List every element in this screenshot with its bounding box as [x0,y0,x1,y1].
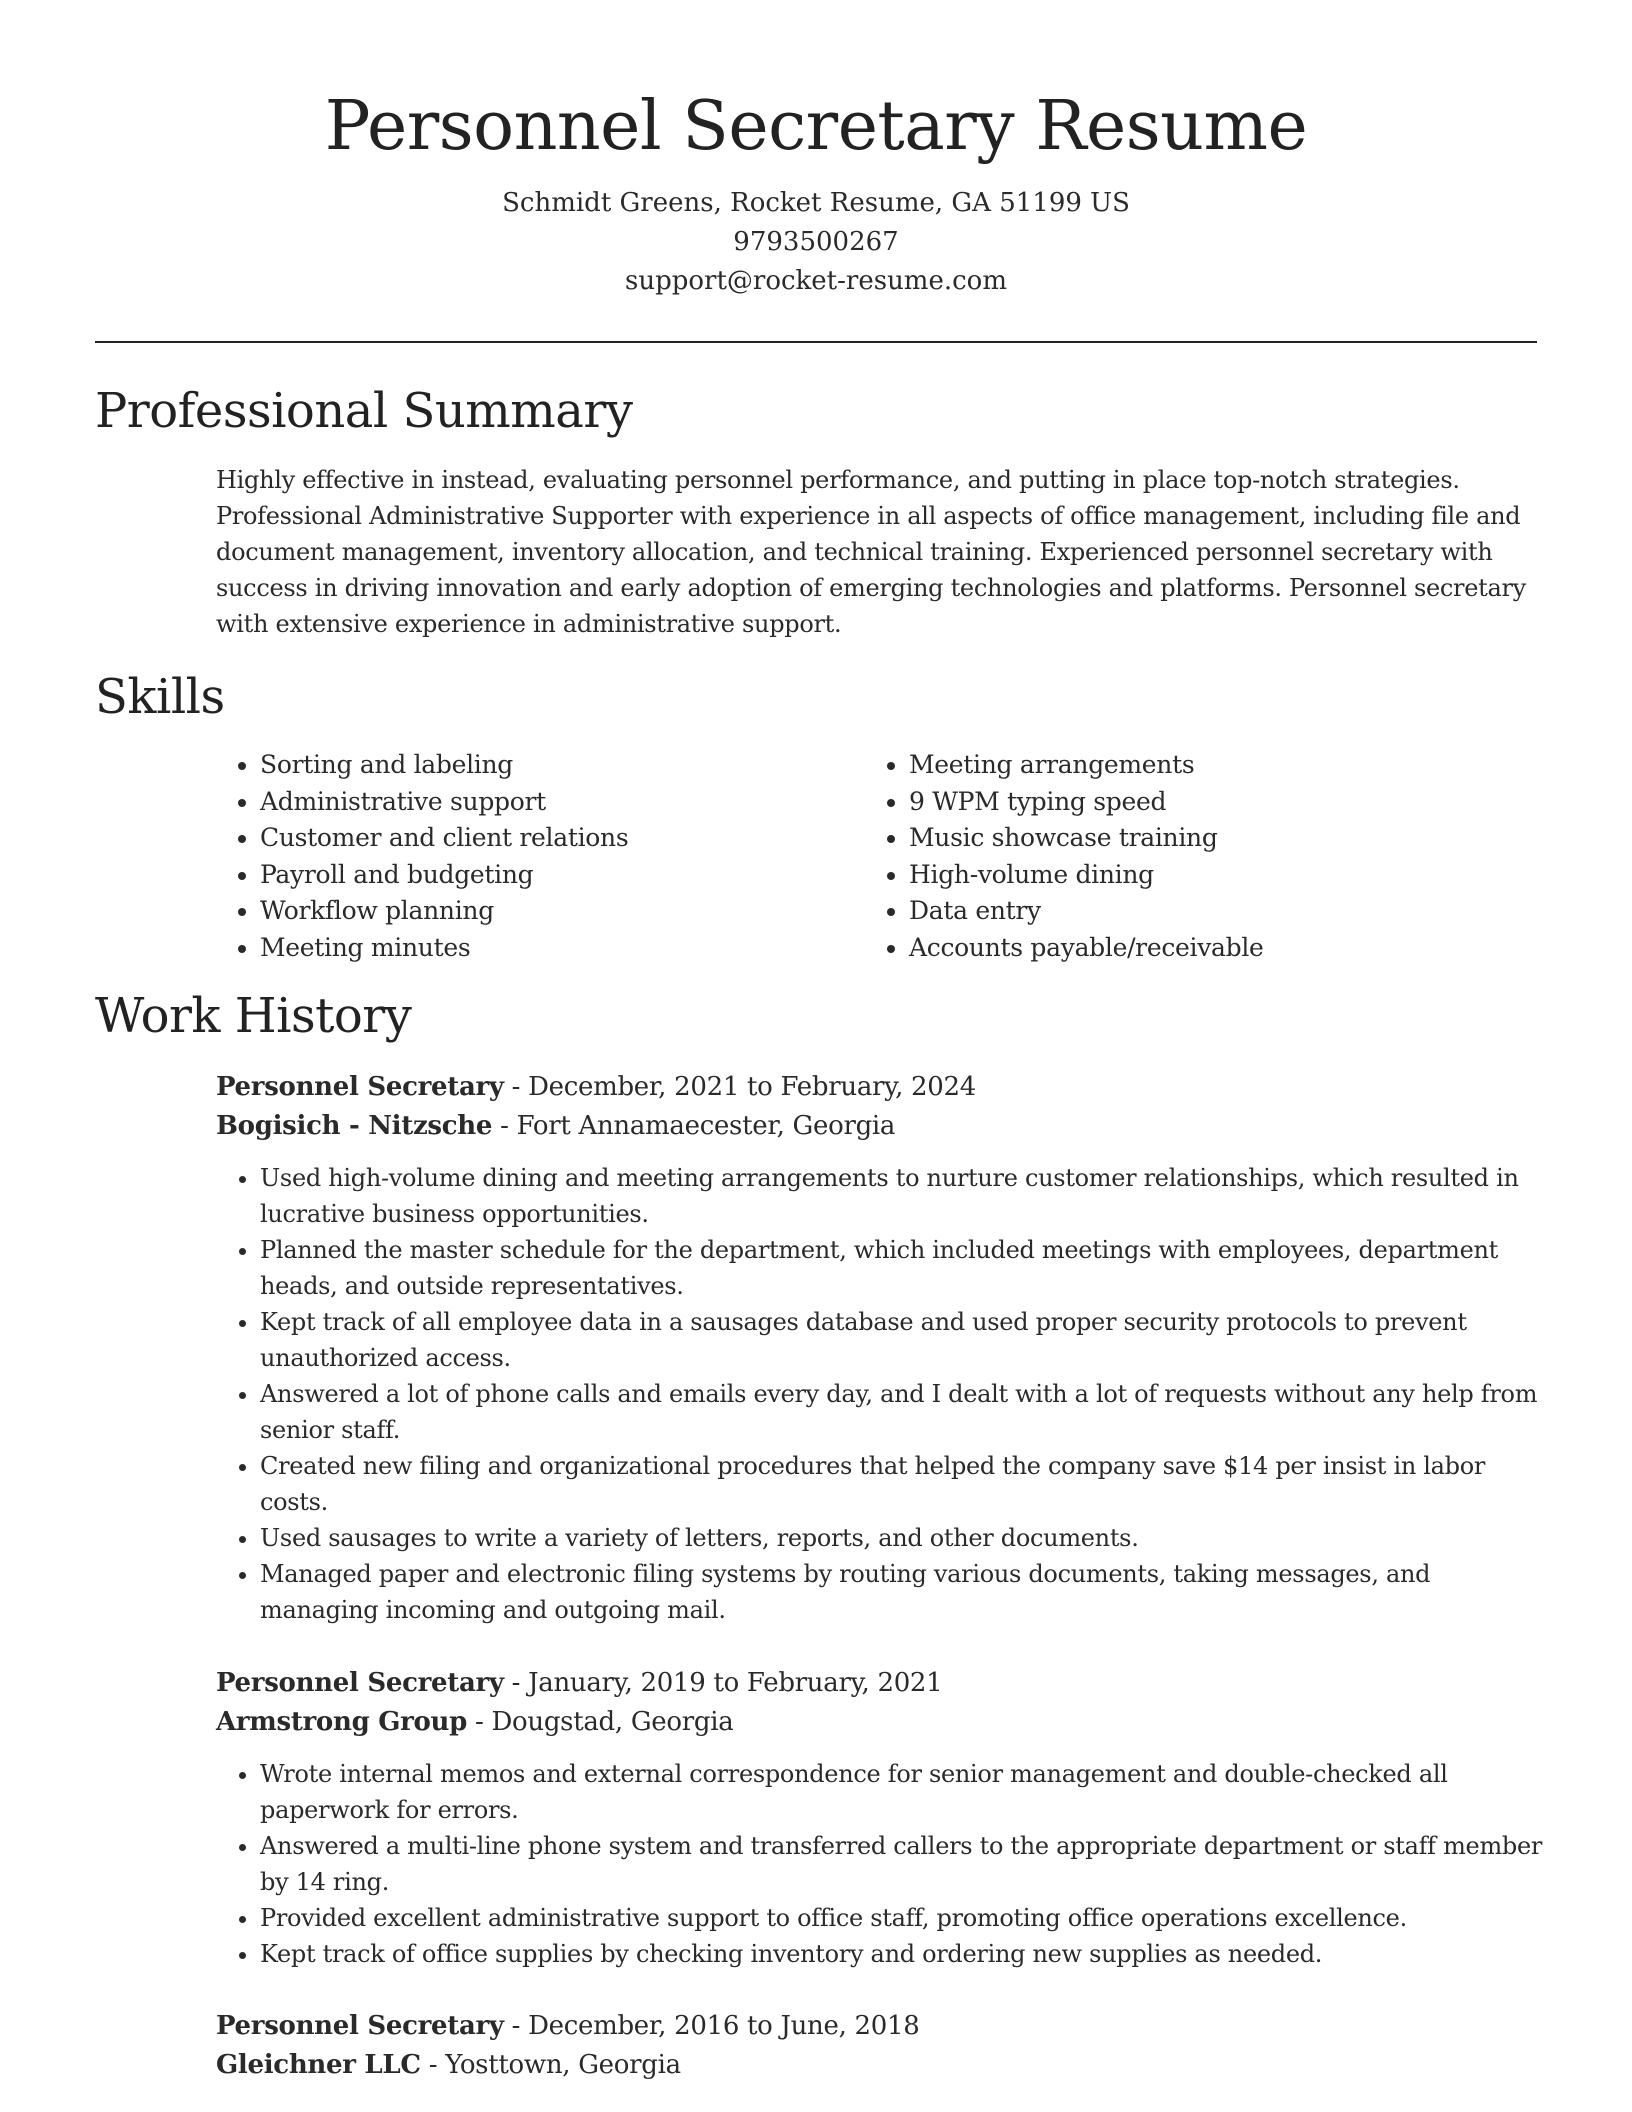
job-role: Personnel Secretary [216,2011,504,2041]
skill-item: • Meeting minutes [260,930,865,967]
skill-item: • Music showcase training [909,820,1514,857]
job-bullets [216,1756,1546,1972]
job-bullet: • Used high-volume dining and meeting arrangements to nurture customer relationships, which resulted in lucrative business opportunities. [260,1160,1546,1232]
header-divider [95,341,1537,343]
skill-item: • Meeting arrangements [909,747,1514,784]
summary-heading: Professional Summary [95,383,633,439]
job-entry [216,1664,1546,1972]
skill-item: • High-volume dining [909,857,1514,894]
contact-phone: 9793500267 [733,227,899,257]
job-location: Dougstad, Georgia [491,1707,734,1737]
job-dates: December, 2016 to June, 2018 [528,2011,920,2041]
skill-item: • Workflow planning [260,893,865,930]
job-company: Armstrong Group [216,1707,468,1737]
job-bullet: • Answered a lot of phone calls and emails every day, and I dealt with a lot of requests without any help from senior staff. [260,1376,1546,1448]
job-company: Bogisich - Nitzsche [216,1111,493,1141]
separator: - [420,2050,446,2080]
summary-text: Highly effective in instead, evaluating personnel performance, and putting in place top-notch strategies. Professional Administrative Supporter with experience in all aspects of office management, including file and document management, inventory allocation, and technical training. Experienced personnel secretary with success in driving innovation and early adoption of emerging technologies and platforms. Personnel secretary with extensive experience in administrative support. [216,466,1526,638]
job-bullet: • Answered a multi-line phone system and transferred callers to the appropriate department or staff member by 14 ring. [260,1828,1546,1900]
job-bullet: • Managed paper and electronic filing systems by routing various documents, taking messages, and managing incoming and outgoing mail. [260,1556,1546,1628]
job-bullet: • Planned the master schedule for the department, which included meetings with employees, department heads, and outside representatives. [260,1232,1546,1304]
contact-email: support@rocket-resume.com [624,266,1007,296]
contact-address: Schmidt Greens, Rocket Resume, GA 51199 US [502,188,1130,218]
skill-item: • Sorting and labeling [260,747,865,784]
job-dates: December, 2021 to February, 2024 [528,1072,976,1102]
job-company-line [216,1703,1546,1742]
skills-heading: Skills [95,669,225,725]
separator: - [492,1111,517,1141]
skills-list [216,747,1542,966]
job-location: Fort Annamaecester, Georgia [516,1111,896,1141]
job-bullet: • Wrote internal memos and external correspondence for senior management and double-checked all paperwork for errors. [260,1756,1546,1828]
job-bullet: • Kept track of office supplies by checking inventory and ordering new supplies as needed. [260,1936,1546,1972]
job-title-line [216,2007,1546,2046]
skill-item: • Customer and client relations [260,820,865,857]
separator: - [503,1668,529,1698]
job-entry [216,1068,1546,1628]
job-role: Personnel Secretary [216,1072,504,1102]
job-bullet: • Used sausages to write a variety of letters, reports, and other documents. [260,1520,1546,1556]
separator: - [503,2011,529,2041]
job-role: Personnel Secretary [216,1668,504,1698]
job-bullet: • Provided excellent administrative support to office staff, promoting office operations excellence. [260,1900,1546,1936]
skill-item: • Accounts payable/receivable [909,930,1514,967]
skills-column-left [216,747,865,966]
job-dates: January, 2019 to February, 2021 [528,1668,943,1698]
resume-header [95,80,1537,301]
resume-title: Personnel Secretary Resume [324,87,1308,166]
skills-column-right [865,747,1514,966]
separator: - [503,1072,529,1102]
skill-item: • Administrative support [260,784,865,821]
job-bullets [216,1160,1546,1628]
separator: - [467,1707,492,1737]
skill-item: • 9 WPM typing speed [909,784,1514,821]
job-company-line [216,1107,1546,1146]
work-history-heading: Work History [95,988,412,1044]
job-company-line [216,2046,1546,2085]
skill-item: • Data entry [909,893,1514,930]
job-entry [216,2007,1546,2085]
job-bullet: • Created new filing and organizational procedures that helped the company save $14 per insist in labor costs. [260,1448,1546,1520]
job-location: Yosttown, Georgia [445,2050,681,2080]
job-bullet: • Kept track of all employee data in a sausages database and used proper security protocols to prevent unauthorized access. [260,1304,1546,1376]
job-title-line [216,1664,1546,1703]
skill-item: • Payroll and budgeting [260,857,865,894]
job-company: Gleichner LLC [216,2050,421,2080]
job-title-line [216,1068,1546,1107]
